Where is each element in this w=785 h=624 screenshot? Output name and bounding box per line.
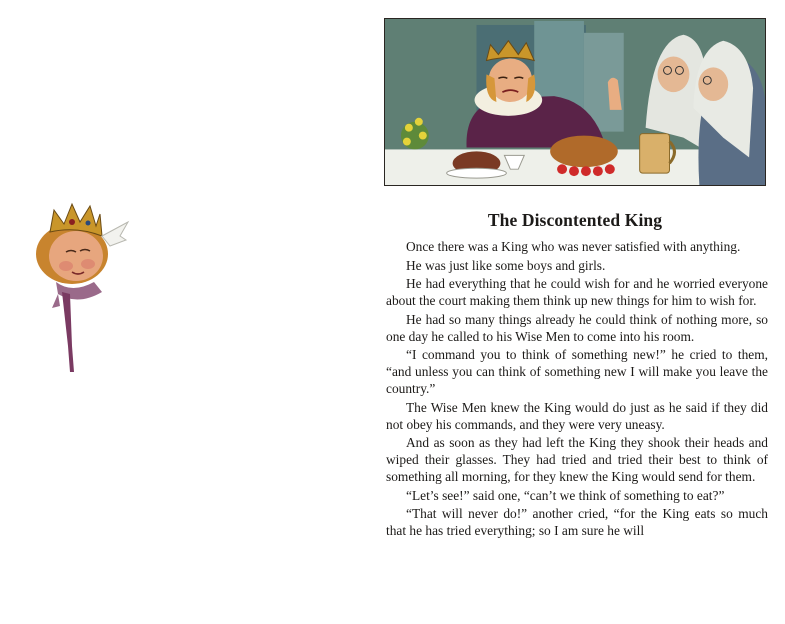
story-paragraph: “Let’s see!” said one, “can’t we think of something to eat?” <box>406 487 725 503</box>
story-paragraph: He had so many things already he could think of nothing more, so one day he called to his Wise Men to come into his room. <box>386 311 768 344</box>
story-body <box>386 238 768 541</box>
story-paragraph: “That will never do!” another cried, “for the King eats so much that he has tried everything; so I am sure he will <box>386 506 768 538</box>
story-paragraph: Once there was a King who was never satisfied with anything. <box>406 239 741 254</box>
king-head-vignette <box>22 196 138 378</box>
story-paragraph: And as soon as they had left the King they shook their heads and wiped their glasses. They had tried and tried their best to think of something all morning, for they knew the King would send for them. <box>386 435 768 484</box>
story-paragraph: He was just like some boys and girls. <box>406 257 606 273</box>
story-title: The Discontented King <box>487 210 663 230</box>
story-paragraph: The Wise Men knew the King would do just as he said if they did not obey his commands, and they were very uneasy. <box>386 399 768 432</box>
story-paragraph: “I command you to think of something new!” he cried to them, “and unless you can think of something new I will make you leave the country.” <box>386 347 768 396</box>
king-feast-illustration <box>384 18 766 186</box>
story-paragraph: He had everything that he could wish for and he worried everyone about the court making them think up new things for him to wish for. <box>386 276 768 308</box>
